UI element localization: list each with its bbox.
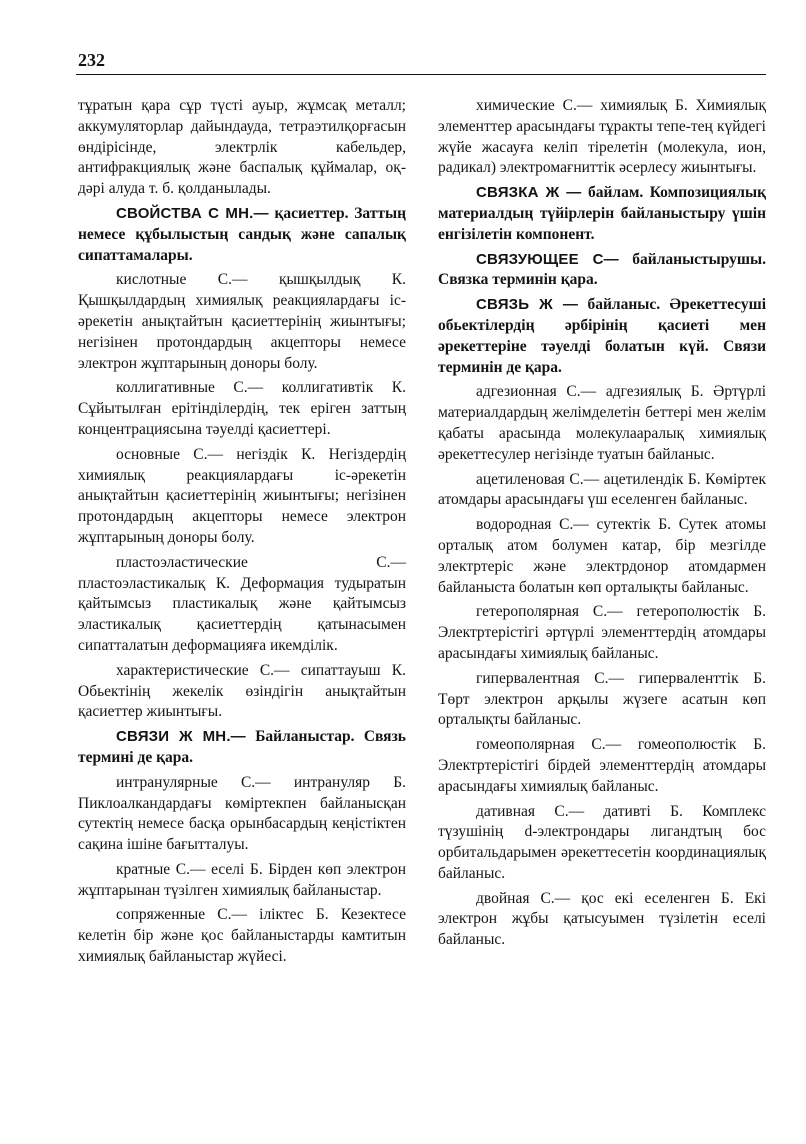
entry-definition: коллигативтік К. Сұйытылған ерітінділердің, тек еріген заттың концентрациясына тәуелді қасиеттері. — [78, 379, 406, 438]
entry-definition: пластоэластикалық К. Деформация тудыратын қайтымсыз пластикалық және қайтымсыз эластикалық қасиеттердің қатынасымен сипатталатын деформацияға икемділік. — [78, 574, 406, 654]
entry-headword: водородная С.— — [476, 516, 589, 534]
sub-entry — [438, 735, 766, 797]
entry-definition: адгезиялық Б. Әртүрлі материалдардың желімделетін беттері мен желім қабаты арасында молекулааралық химиялық әрекеттесулер негізінде туатын байланыс. — [438, 383, 766, 463]
sub-entry — [438, 96, 766, 179]
entry-headword: химические С.— — [476, 97, 593, 114]
entry-headword: характеристические С.— — [116, 661, 290, 679]
sub-entry — [438, 602, 766, 664]
entry-headword: интранулярные С.— — [116, 773, 271, 791]
sub-entry — [78, 553, 406, 657]
entry-headword: коллигативные С.— — [116, 379, 264, 397]
main-entry — [438, 183, 766, 245]
page-number: 232 — [78, 50, 105, 70]
entry-headword: гомеополярная С.— — [476, 736, 622, 754]
entry-definition: дативті Б. Комплекс түзушінің d-электрондары лигандтың бос орбитальдарымен әрекеттесетін координациялық байланыс. — [438, 802, 766, 882]
entry-headword: адгезионная С.— — [476, 383, 597, 401]
sub-entry — [78, 445, 406, 549]
sub-entry — [78, 773, 406, 856]
sub-entry — [438, 382, 766, 465]
entry-definition: сутектік Б. Сутек атомы орталық атом болумен катар, бір мезгілде электртеріс және электрдонор атомдармен байланыста болатын көп орталықты байланыс. — [438, 516, 767, 596]
entry-definition: сипаттауыш К. Обьектінің жекелік өзіндігін анықтайтын қасиеттер жиынтығы. — [78, 661, 406, 721]
sub-entry — [78, 661, 406, 723]
sub-entry — [78, 860, 406, 902]
sub-entry — [78, 378, 406, 440]
sub-entry — [438, 515, 766, 598]
entry-definition: негіздік К. Негіздердің химиялық реакциялардағы іс-әрекетін анықтайтын қасиеттерінің жиынтығы; негізінен протондардың акцепторы немесе электрон жұптарының доноры болу. — [78, 445, 406, 546]
entry-headword: двойная С.— — [476, 889, 571, 907]
entry-headword: СВЯЗИ Ж МН.— — [116, 728, 246, 746]
sub-entry — [78, 270, 406, 374]
entry-definition: байланыстырушы. Связка терминін қара. — [438, 250, 766, 289]
entry-headword: гипервалентная С.— — [476, 669, 625, 687]
entry-definition: гиперваленттік Б. Төрт электрон арқылы жүзеге асатын көп орталықты байланыс. — [438, 669, 767, 729]
entry-definition: Байланыстар. Связь термині де қара. — [78, 728, 406, 766]
entry-definition: тұратын қара сұр түсті ауыр, жұмсақ металл; аккумуляторлар дайындауда, тетраэтилқорғасын өндірісінде, электрлік кабельдер, антифракциялық және баспалық құймалар, оқ-дәрі алуда т. б. қолданылады. — [78, 97, 406, 198]
entry-definition: қос екі еселенген Б. Екі электрон жұбы қатысуымен түзілетін еселі байланыс. — [438, 889, 767, 949]
entry-definition: химиялық Б. Химиялық элементтер арасындағы тұракты тепе-тең күйдегі жүйе жасауға келіп тірелетін (молекула, ион, радикал) электромағниттік әсерлесу жиынтығы. — [438, 97, 766, 177]
entry-headword: кратные С.— — [116, 860, 206, 878]
sub-entry — [438, 470, 766, 512]
entry-headword: гетерополярная С.— — [476, 603, 623, 621]
header-rule — [76, 74, 766, 75]
entry-headword: ацетиленовая С.— — [476, 470, 600, 488]
main-entry — [438, 250, 766, 292]
main-entry — [438, 295, 766, 378]
entry-definition: гетерополюстік Б. Электртерістігі әртүрлі элементтердің атомдары арасындағы химиялық байланыс. — [438, 603, 766, 662]
entry-definition: ацетилендік Б. Көміртек атомдары арасындағы үш еселенген байланыс. — [438, 470, 767, 509]
entry-definition: қышқылдық К. Қышқылдардың химиялық реакциялардағы іс-әрекетін анықтайтын қасиеттерінің жиынтығы; негізінен протондардың акцепторы немесе электрон жұптарының доноры болу. — [78, 271, 407, 372]
continued-entry — [78, 96, 406, 200]
entry-headword: СВЯЗЬ Ж — — [476, 296, 579, 314]
entry-headword: СВЯЗУЮЩЕЕ С— — [476, 250, 619, 268]
entry-headword: СВЯЗКА Ж — — [476, 184, 582, 202]
entry-headword: сопряженные С.— — [116, 906, 247, 924]
entry-headword: основные С.— — [116, 445, 224, 463]
main-entry — [78, 727, 406, 769]
right-column — [438, 96, 766, 955]
left-column — [78, 96, 406, 972]
entry-definition: байланыс. Әрекеттесуші обьектілердің әрбірінің қасиеті мен әрекеттеріне тәуелді болатын күй. Связи терминін де қара. — [438, 296, 767, 376]
sub-entry — [78, 905, 406, 967]
entry-headword: кислотные С.— — [116, 271, 248, 289]
entry-definition: іліктес Б. Кезектесе келетін бір және қос байланыстарды камтитын химиялық байланыстар жүйесі. — [78, 906, 406, 966]
sub-entry — [438, 802, 766, 885]
entry-definition: қасиеттер. Заттың немесе құбылыстың сандық және сапалық сипаттамалары. — [78, 204, 407, 264]
entry-definition: байлам. Композициялық материалдың түйірлерін байланыстыру үшін енгізілетін компонент. — [438, 184, 767, 243]
main-entry — [78, 204, 406, 266]
entry-headword: дативная С.— — [476, 802, 585, 820]
entry-definition: интрануляр Б. Пиклоалкандардағы көміртекпен байланысқан сутектің немесе басқа орынбасардың кеңістіктен сақина ішіне бағытталуы. — [78, 773, 407, 854]
sub-entry — [438, 669, 766, 731]
entry-headword: пластоэластические С.— — [116, 553, 406, 571]
entry-headword: СВОЙСТВА С МН.— — [116, 204, 269, 222]
entry-definition: еселі Б. Бірден көп электрон жұптарынан түзілген химиялық байланыстар. — [78, 860, 406, 899]
entry-definition: гомеополюстік Б. Электртерістігі бірдей элементтердің атомдары арасындағы химиялық байланыс. — [438, 736, 766, 795]
sub-entry — [438, 889, 766, 951]
